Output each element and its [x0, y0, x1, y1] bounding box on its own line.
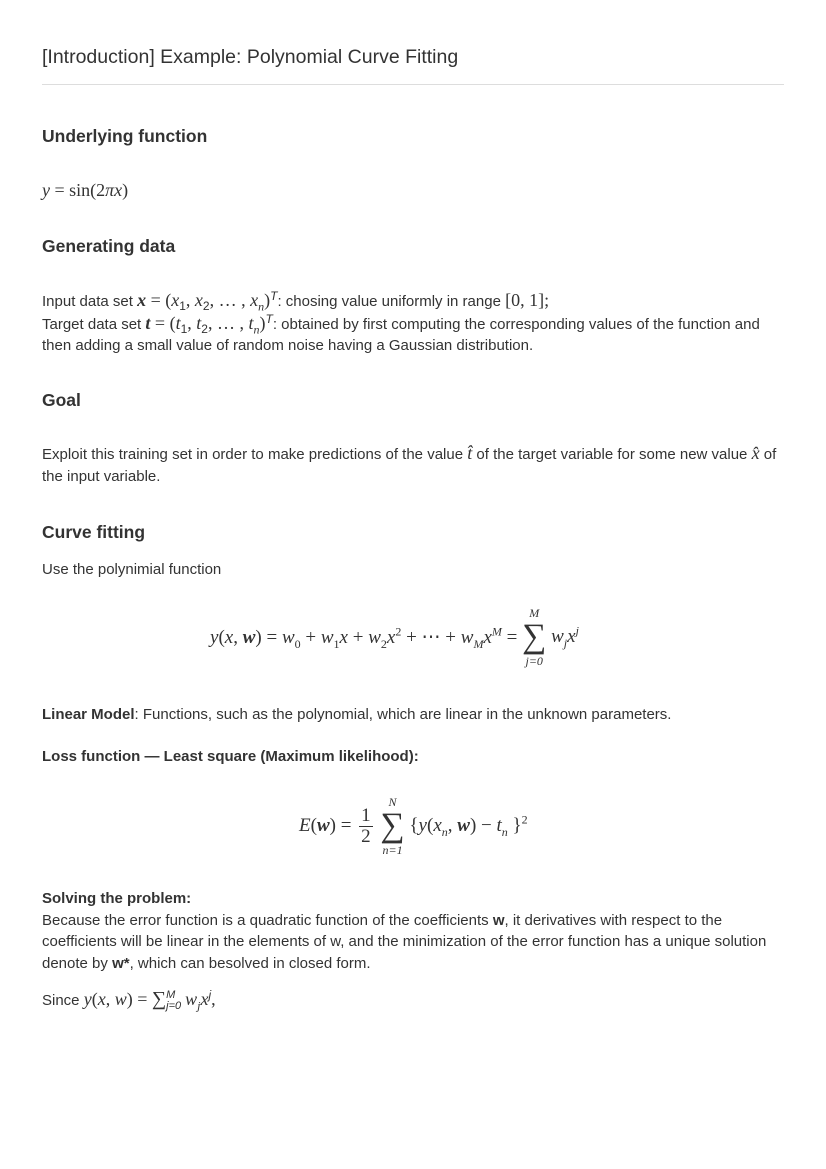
t-hat-symbol: t̂: [467, 443, 473, 463]
linear-model-description: : Functions, such as the polynomial, which are linear in the unknown parameters.: [134, 706, 672, 723]
sum-symbol-loss: N ∑ n=1: [380, 795, 405, 857]
solving-text-a: Because the error function is a quadratic function of the coefficients: [42, 911, 489, 929]
heading-goal: Goal: [42, 390, 81, 410]
generating-data-text: [42, 290, 787, 357]
title-divider: [42, 84, 784, 85]
polynomial-formula: y(x, $w) = w_0 + w_1x + w_2x^2$ + ⋯ + $w_Mx^M$ = M ∑ j=0 $w_jx^j$: [210, 606, 579, 668]
goal-text-b: of the target variable for some new value: [476, 446, 748, 463]
input-data-prefix: Input data set: [42, 293, 133, 310]
loss-formula: E(w) = $\frac{1}{2}$ N ∑ n=1 {$y(x_n$, $w) - t_n$ }$^2$: [299, 795, 528, 857]
target-data-suffix: : obtained by first computing the corresponding values of the function and then adding a small value of random noise having a Gaussian distribution.: [42, 315, 760, 354]
solving-section: [42, 888, 787, 974]
solving-wstar: w*: [112, 954, 130, 972]
linear-model-text: [42, 704, 787, 726]
goal-text: [42, 443, 787, 487]
target-data-formula: $t = (t_1$, $t_2$, … , $t_n)^T$: [145, 311, 273, 337]
curve-intro: Use the polynimial function: [42, 561, 222, 578]
sum-symbol: M ∑ j=0: [522, 606, 547, 668]
heading-curve-fitting: Curve fitting: [42, 522, 146, 542]
since-line: [42, 989, 787, 1012]
goal-text-a: Exploit this training set in order to make predictions of the value: [42, 446, 464, 463]
goal-text-c: of the input variable.: [42, 446, 777, 485]
input-data-suffix: : chosing value uniformly in range: [277, 293, 501, 310]
solving-label: Solving the problem:: [42, 890, 192, 907]
since-label: Since: [42, 992, 80, 1009]
page-title: [Introduction] Example: Polynomial Curve Fitting: [42, 46, 459, 68]
solving-text-c: , which can besolved in closed form.: [129, 954, 371, 972]
solving-w: w: [492, 911, 505, 929]
since-formula: y(x, w) = ∑ M j=0 $w_jx^j$,: [83, 988, 216, 1013]
target-data-prefix: Target data set: [42, 315, 142, 333]
solving-text-b: , it derivatives with respect to the coefficients will be linear in the elements of w, and the minimization of the error function has a unique solution denote by: [42, 911, 767, 972]
underlying-formula: y = sin(2πx): [42, 180, 129, 200]
x-hat-symbol: x̂: [751, 443, 760, 463]
loss-function-label: Loss function — Least square (Maximum likelihood):: [42, 748, 419, 765]
input-data-formula: $x = (x_1$, $x_2$, … , $x_n)^T$: [137, 289, 278, 314]
heading-underlying-function: Underlying function: [42, 126, 208, 146]
half-fraction: $\frac{1}{2}$: [361, 804, 371, 847]
heading-generating-data: Generating data: [42, 236, 176, 256]
linear-model-label: Linear Model: [42, 706, 135, 723]
input-range: [0, 1];: [505, 290, 550, 310]
